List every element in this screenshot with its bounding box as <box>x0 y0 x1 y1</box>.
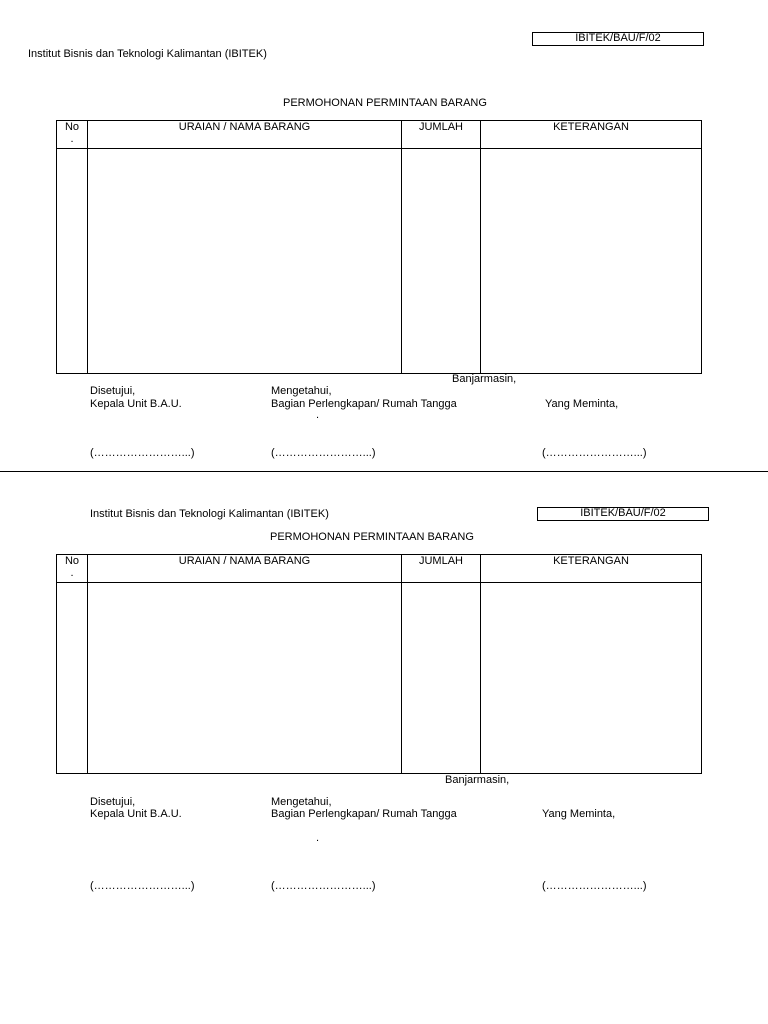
institution-name-2: Institut Bisnis dan Teknologi Kalimantan (IBITEK) <box>90 508 329 520</box>
form-code-box-1 <box>532 32 704 46</box>
approved-label-2: Disetujui, <box>90 796 136 808</box>
items-table-1 <box>56 120 702 374</box>
signature-line-requester-2[interactable]: (……………………...) <box>542 880 647 892</box>
place-date-1: Banjarmasin, <box>452 373 517 385</box>
cell-keterangan[interactable] <box>481 149 702 374</box>
cell-jumlah[interactable] <box>402 583 481 774</box>
form-title-2: PERMOHONAN PERMINTAAN BARANG <box>270 531 474 543</box>
cell-uraian[interactable] <box>88 149 402 374</box>
approved-label-1: Disetujui, <box>90 385 136 397</box>
cut-line-divider <box>0 471 768 472</box>
signature-line-acknowledged-1[interactable]: (……………………...) <box>271 447 376 459</box>
column-no-dot: . <box>70 567 74 579</box>
signature-line-acknowledged-2[interactable]: (……………………...) <box>271 880 376 892</box>
cell-uraian[interactable] <box>88 583 402 774</box>
cell-no[interactable] <box>57 583 88 774</box>
column-uraian-header: URAIAN / NAMA BARANG <box>88 555 402 583</box>
column-no-dot: . <box>70 133 74 145</box>
approved-role-2: Kepala Unit B.A.U. <box>90 808 182 820</box>
column-no-label: No <box>64 555 80 567</box>
cell-keterangan[interactable] <box>481 583 702 774</box>
cell-jumlah[interactable] <box>402 149 481 374</box>
institution-name-1: Institut Bisnis dan Teknologi Kalimantan (IBITEK) <box>28 48 267 60</box>
stray-dot-1: . <box>316 409 320 421</box>
requester-label-1: Yang Meminta, <box>545 398 619 410</box>
column-no-header <box>57 121 88 149</box>
cell-no[interactable] <box>57 149 88 374</box>
column-uraian-header: URAIAN / NAMA BARANG <box>88 121 402 149</box>
items-table-2 <box>56 554 702 774</box>
signature-line-requester-1[interactable]: (……………………...) <box>542 447 647 459</box>
column-keterangan-header: KETERANGAN <box>481 555 702 583</box>
form-code: IBITEK/BAU/F/02 <box>575 32 661 44</box>
table-row <box>57 149 702 374</box>
form-title-1: PERMOHONAN PERMINTAAN BARANG <box>283 97 487 109</box>
acknowledged-label-2: Mengetahui, <box>271 796 332 808</box>
approved-role-1: Kepala Unit B.A.U. <box>90 398 182 410</box>
column-jumlah-header: JUMLAH <box>402 121 481 149</box>
place-date-2: Banjarmasin, <box>445 774 510 786</box>
requester-label-2: Yang Meminta, <box>542 808 616 820</box>
acknowledged-role-1: Bagian Perlengkapan/ Rumah Tangga <box>271 398 457 410</box>
signature-line-approved-2[interactable]: (……………………...) <box>90 880 195 892</box>
table-row <box>57 583 702 774</box>
column-keterangan-header: KETERANGAN <box>481 121 702 149</box>
acknowledged-label-1: Mengetahui, <box>271 385 332 397</box>
column-no-label: No <box>64 121 80 133</box>
form-code-box-2 <box>537 507 709 521</box>
column-no-header <box>57 555 88 583</box>
stray-dot-2: . <box>316 832 320 844</box>
signature-line-approved-1[interactable]: (……………………...) <box>90 447 195 459</box>
form-code: IBITEK/BAU/F/02 <box>580 507 666 519</box>
acknowledged-role-2: Bagian Perlengkapan/ Rumah Tangga <box>271 808 457 820</box>
column-jumlah-header: JUMLAH <box>402 555 481 583</box>
